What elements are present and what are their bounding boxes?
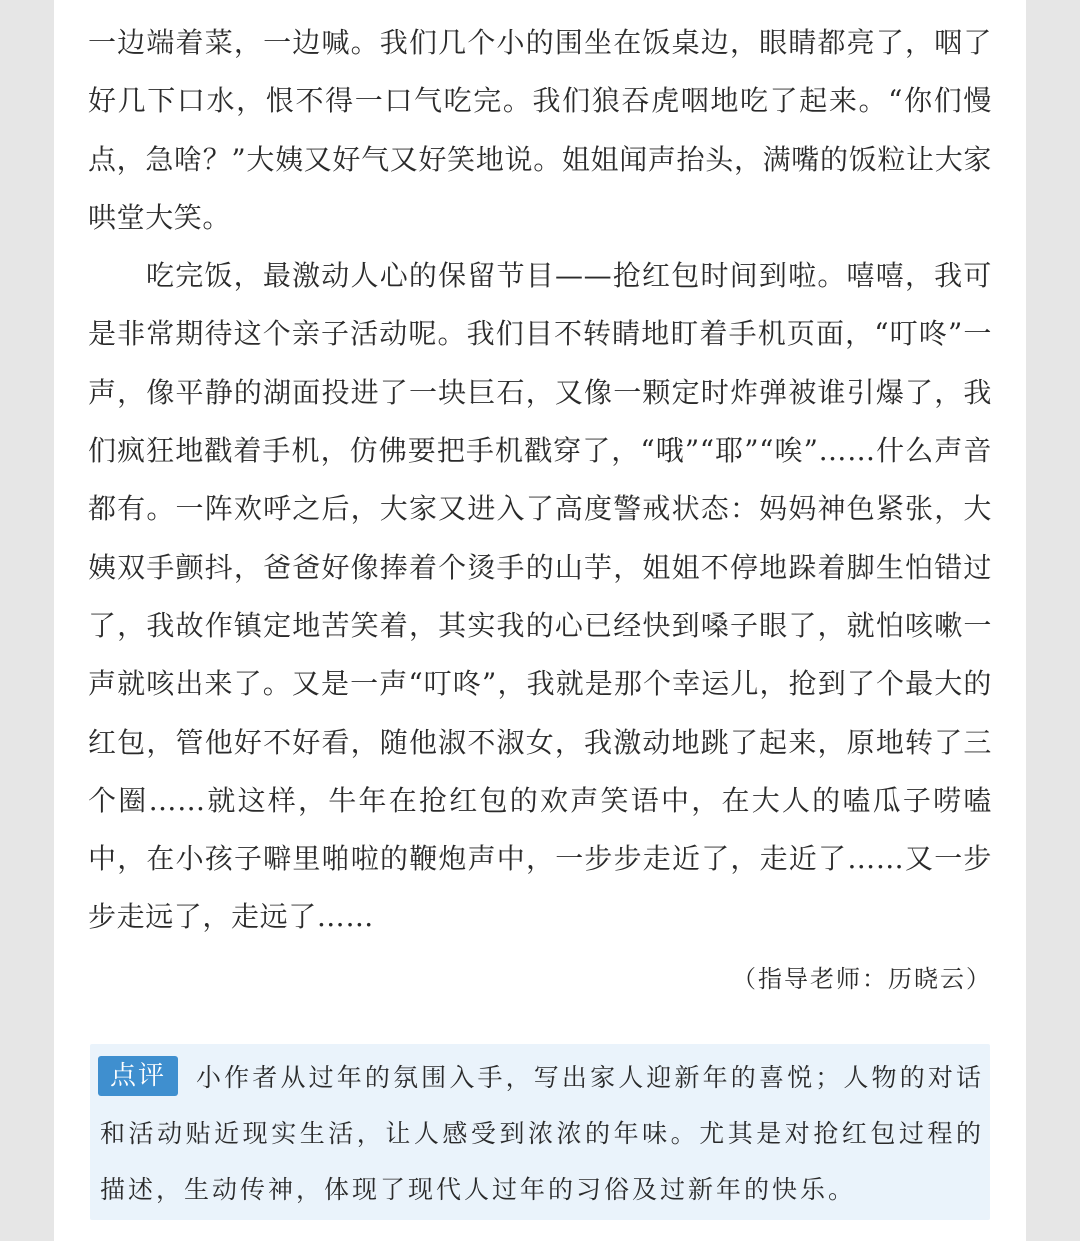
article-paragraph-2: 吃完饭，最激动人心的保留节目——抢红包时间到啦。嘻嘻，我可是非常期待这个亲子活动呢。我们目不转睛地盯着手机页面，“叮咚”一声，像平静的湖面投进了一块巨石，又像一颗定时炸弹被谁引爆了，我们疯狂地戳着手机，仿佛要把手机戳穿了，“哦”“耶”“唉”……什么声音都有。一阵欢呼之后，大家又进入了高度警戒状态：妈妈神色紧张，大姨双手颤抖，爸爸好像捧着个烫手的山芋，姐姐不停地跺着脚生怕错过了，我故作镇定地苦笑着，其实我的心已经快到嗓子眼了，就怕咳嗽一声就咳出来了。又是一声“叮咚”，我就是那个幸运儿，抢到了个最大的红包，管他好不好看，随他淑不淑女，我激动地跳了起来，原地转了三个圈……就这样，牛年在抢红包的欢声笑语中，在大人的嗑瓜子唠嗑中，在小孩子噼里啪啦的鞭炮声中，一步步走近了，走近了……又一步步走远了，走远了……	[88, 259, 992, 934]
article-body	[88, 14, 992, 999]
review-box	[90, 1044, 990, 1220]
document-page	[54, 0, 1026, 1241]
review-tag: 点评	[98, 1056, 178, 1096]
teacher-signature: （指导老师：历晓云）	[732, 964, 992, 993]
review-text: 小作者从过年的氛围入手，写出家人迎新年的喜悦；人物的对话和活动贴近现实生活，让人感受到浓浓的年味。尤其是对抢红包过程的描述，生动传神，体现了现代人过年的习俗及过新年的快乐。	[100, 1063, 984, 1204]
article-paragraph-1: 一边端着菜，一边喊。我们几个小的围坐在饭桌边，眼睛都亮了，咽了好几下口水，恨不得一口气吃完。我们狼吞虎咽地吃了起来。“你们慢点，急啥？”大姨又好气又好笑地说。姐姐闻声抬头，满嘴的饭粒让大家哄堂大笑。	[88, 26, 992, 234]
